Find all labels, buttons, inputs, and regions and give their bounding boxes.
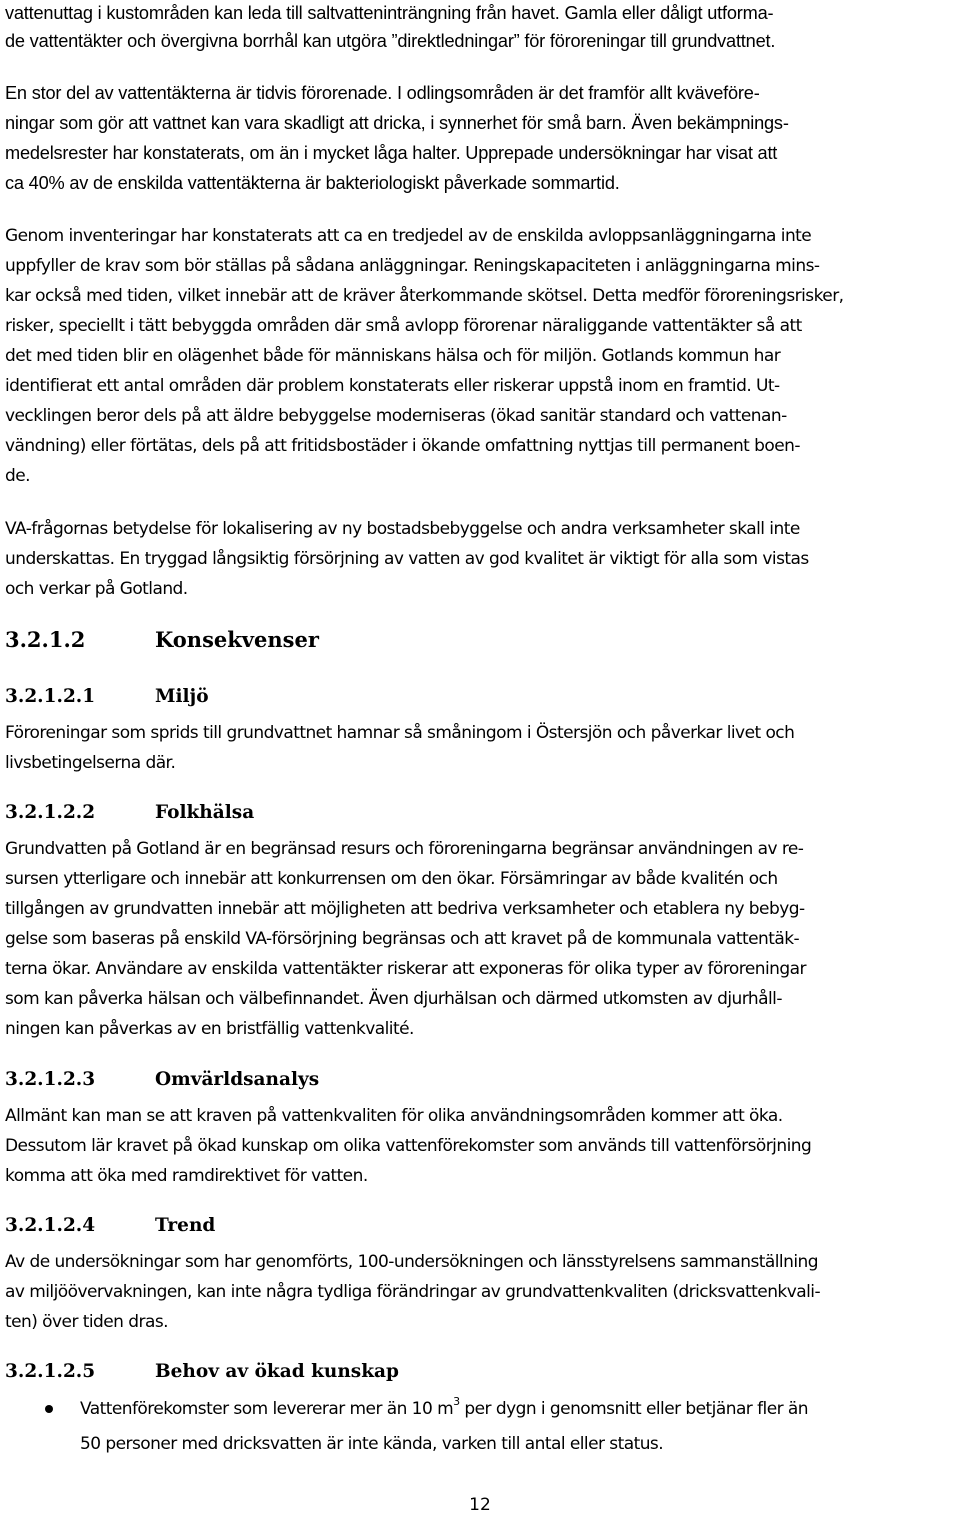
p2-line-3: [5, 281, 843, 311]
heading-number: 3.2.1.2.5: [5, 1361, 96, 1382]
heading-folkhalsa: [5, 798, 254, 828]
heading-number: 3.2.1.2.2: [5, 802, 96, 823]
p3-line-1: VA-frågornas betydelse för lokalisering av ny bostadsbebyggelse och andra verksamheter skall inte: [5, 519, 800, 539]
p2-line-7: vecklingen beror dels på att äldre bebyggelse moderniseras (ökad sanitär standard och vattenan-: [5, 406, 787, 426]
heading-title: Folkhälsa: [155, 802, 255, 823]
p2-line-2: uppfyller de krav som bör ställas på sådana anläggningar. Reningskapaciteten i anläggningarna mins-: [5, 256, 820, 276]
bullet-icon: [45, 1405, 53, 1413]
miljo-line-1: Föroreningar som sprids till grundvattnet hamnar så småningom i Östersjön och påverkar livet och: [5, 723, 795, 743]
p1-line-4: ca 40% av de enskilda vattentäkterna är bakteriologiskt påverkade sommartid.: [5, 173, 620, 193]
folkhalsa-line-2: sursen ytterligare och innebär att konkurrensen om den ökar. Försämringar av både kvalitén och: [5, 869, 778, 889]
trend-line-2: av miljöövervakningen, kan inte några tydliga förändringar av grundvattenkvaliten (dricksvattenkvali-: [5, 1282, 821, 1302]
heading-number: 3.2.1.2.3: [5, 1069, 96, 1090]
omvarld-line-2: Dessutom lär kravet på ökad kunskap om olika vattenförekomster som används till vattenförsörjning: [5, 1136, 812, 1156]
omvarld-line-1: Allmänt kan man se att kraven på vattenkvaliten för olika användningsområden kommer att öka.: [5, 1106, 783, 1126]
heading-miljo: [5, 682, 209, 712]
heading-number: 3.2.1.2.1: [5, 686, 96, 707]
intro-line-2: de vattentäkter och övergivna borrhål kan utgöra ”direktledningar” för föroreningar till grundvattnet.: [5, 31, 776, 51]
folkhalsa-line-6: som kan påverka hälsan och välbefinnandet. Även djurhälsan och därmed utkomsten av djurhåll-: [5, 989, 782, 1009]
page-number: 12: [469, 1495, 491, 1515]
p3-line-3: och verkar på Gotland.: [5, 579, 188, 599]
trend-line-1: Av de undersökningar som har genomförts, 100-undersökningen och länsstyrelsens sammanställning: [5, 1252, 818, 1272]
folkhalsa-line-7: ningen kan påverkas av en bristfällig vattenkvalité.: [5, 1019, 414, 1039]
bullet-line-2: 50 personer med dricksvatten är inte kända, varken till antal eller status.: [80, 1434, 664, 1454]
p2-line-6: identifierat ett antal områden där problem konstaterats eller riskerar uppstå inom en framtid. Ut-: [5, 376, 780, 396]
intro-line-1: vattenuttag i kustområden kan leda till saltvatteninträngning från havet. Gamla eller dåligt utforma-: [5, 3, 774, 23]
folkhalsa-line-5: terna ökar. Användare av enskilda vattentäkter riskerar att exponeras för olika typer av föroreningar: [5, 959, 806, 979]
heading-trend: [5, 1211, 215, 1241]
p2-line-8: vändning) eller förtätas, dels på att fritidsbostäder i ökande omfattning nyttjas till permanent boen-: [5, 436, 800, 456]
heading-title: Trend: [155, 1215, 216, 1236]
omvarld-line-3: komma att öka med ramdirektivet för vatten.: [5, 1166, 368, 1186]
heading-konsekvenser: [5, 625, 319, 655]
p2-line-9: de.: [5, 466, 31, 486]
p2-line-4: risker, speciellt i tätt bebyggda områden där små avlopp förorenar näraliggande vattentäkter så att: [5, 316, 802, 336]
bullet-line-1: [80, 1394, 808, 1426]
folkhalsa-line-4: gelse som baseras på enskild VA-försörjning begränsas och att kravet på de kommunala vattentäk-: [5, 929, 800, 949]
folkhalsa-line-3: tillgången av grundvatten innebär att möjligheten att bedriva verksamheter och etablera ny bebyg-: [5, 899, 805, 919]
heading-number: 3.2.1.2: [5, 627, 86, 652]
heading-title: Omvärldsanalys: [155, 1069, 320, 1090]
heading-title: Behov av ökad kunskap: [155, 1361, 399, 1382]
heading-title: Miljö: [155, 686, 209, 707]
p2-line-5: det med tiden blir en olägenhet både för människans hälsa och för miljön. Gotlands kommun har: [5, 346, 781, 366]
heading-number: 3.2.1.2.4: [5, 1215, 96, 1236]
p1-line-3: medelsrester har konstaterats, om än i mycket låga halter. Upprepade undersökningar har visat att: [5, 143, 778, 163]
miljo-line-2: livsbetingelserna där.: [5, 753, 176, 773]
heading-behov: [5, 1357, 399, 1387]
p2-line-3-text: kar också med tiden, vilket innebär att de kräver återkommande skötsel. Detta medför föroreningsrisker,: [5, 286, 844, 306]
bullet-text-a: Vattenförekomster som levererar mer än 10 m: [80, 1399, 454, 1419]
p1-line-2: ningar som gör att vattnet kan vara skadligt att dricka, i synnerhet för små barn. Även bekämpnings-: [5, 113, 789, 133]
bullet-text-b: per dygn i genomsnitt eller betjänar fler än: [459, 1399, 809, 1419]
folkhalsa-line-1: Grundvatten på Gotland är en begränsad resurs och föroreningarna begränsar användningen av re-: [5, 839, 804, 859]
heading-omvarldsanalys: [5, 1065, 319, 1095]
trend-line-3: ten) över tiden dras.: [5, 1312, 168, 1332]
p1-line-1: En stor del av vattentäkterna är tidvis förorenade. I odlingsområden är det framför allt kväveföre-: [5, 83, 760, 103]
heading-title: Konsekvenser: [155, 627, 319, 652]
p2-line-1: Genom inventeringar har konstaterats att ca en tredjedel av de enskilda avloppsanläggningarna inte: [5, 226, 812, 246]
p3-line-2: underskattas. En tryggad långsiktig försörjning av vatten av god kvalitet är viktigt för alla som vistas: [5, 549, 809, 569]
superscript-3: 3: [453, 1395, 460, 1408]
